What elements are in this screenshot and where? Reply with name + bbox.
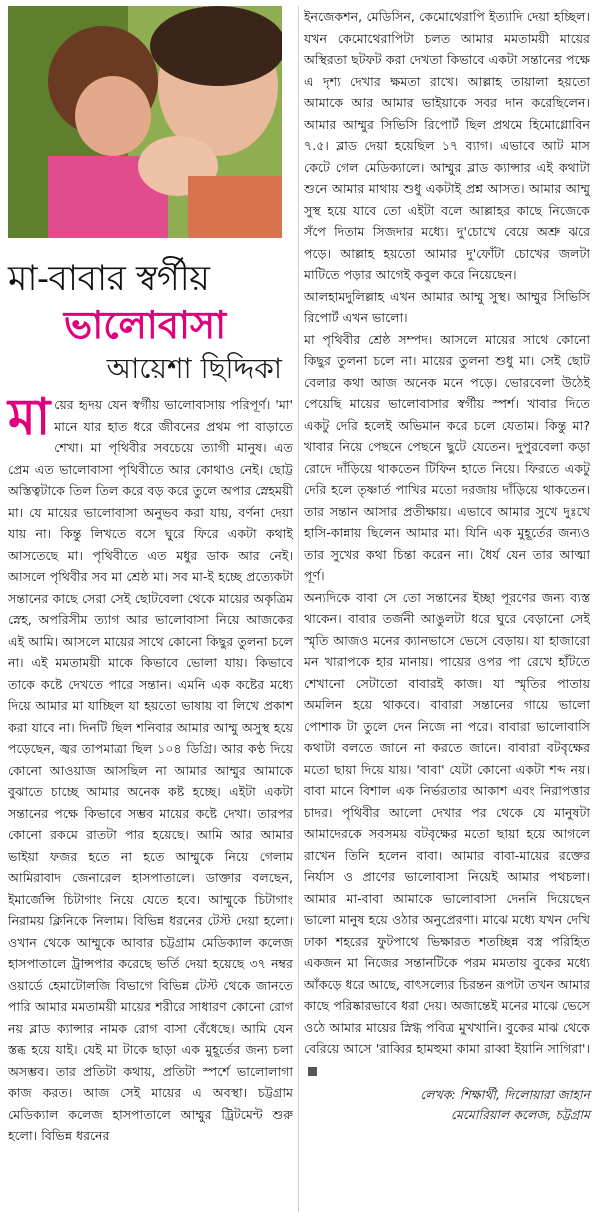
paragraph: আলহামদুলিল্লাহ এখন আমার আম্মু সুস্থ। আম্মুর সিভিসি রিপোর্ট এখন ভালো। <box>304 288 590 325</box>
paragraph: মা পৃথিবীর শ্রেষ্ঠ সম্পদ। আসলে মায়ের সাথে কোনো কিছুর তুলনা চলে না। মায়ের তুলনা শুধু মা। সেই ছোট বেলার কথা আজ অনেক মনে পড়ে। ভোরবেলা উঠেই পেয়েছি মায়ের ভালোবাসার স্বর্গীয় স্পর্শ। খাবার দিতে একটু দেরি হলেই অভিমান করে চলে যেতাম। কিন্তু মা? খাবার নিয়ে পেছনে পেছনে ছুটে যেতেন। দুপুরবেলা কড়া রোদে দাঁড়িয়ে থাকতেন টিফিন হাতে নিয়ে। ফিরতে একটু দেরি হলে তৃষ্ণার্ত পাখির মতো দরজায় দাঁড়িয়ে থাকতেন। তার সন্তান আসার প্রতীক্ষায়। এভাবে আমার সুখে দুঃখে হাসি-কান্নায় ছিলেন আমার মা। যিনি এক মুহূর্তের জন্যও তার সুখের কথা চিন্তা করেন না। ধৈর্য যেন তার আত্মা পূর্ণ। <box>304 331 590 583</box>
paragraph <box>304 587 590 1082</box>
paragraph: য়ের হৃদয় যেন স্বর্গীয় ভালোবাসায় পরিপূর্ণ। 'মা' মানে যার হাত ধরে জীবনের প্রথম পা বাড়াতে শেখা। মা পৃথিবীর সবচেয়ে ত্যাগী মানুষ। এত প্রেম এত ভালোবাসা পৃথিবীতে আর কোথাও নেই। ছোট্ট অস্তিত্বটাকে তিল তিল করে বড় করে তুলে অপার স্নেহময়ী মা। যে মায়ের ভালোবাসা অনুভব করা যায়, বর্ণনা দেয়া যায় না। কিন্তু লিখতে বসে ঘুরে ফিরে একটা কথাই আসতেছে মা। পৃথিবীতে এত মধুর ডাক আর নেই। আসলে পৃথিবীর সব মা শ্রেষ্ঠ মা। সব মা-ই হচ্ছে প্রত্যেকটা সন্তানের কাছে সেরা সেই ছোটবেলা থেকে মায়ের অকৃত্রিম স্নেহ, অপরিসীম ত্যাগ আর ভালোবাসা নিয়ে আজকের এই আমি। আসলে মায়ের সাথে কোনো কিছুর তুলনা চলে না। এই মমতাময়ী মাকে কিভাবে ভোলা যায়। কিভাবে তাকে কষ্টে দেখতে পারে সন্তান। এমনি এক কষ্টের মধ্যে দিয়ে আমার মা যাচ্ছিল যা হয়তো ভাষায় বা লিখে প্রকাশ করা যাবে না। দিনটি ছিল শনিবার আমার আম্মু অসুস্থ হয়ে পড়েছেন, জ্বর তাপমাত্রা ছিল ১০৪ ডিগ্রি। আর কণ্ঠ দিয়ে কোনো আওয়াজ আসছিল না আমার আম্মুর আমাকে বুঝাতে চাচ্ছে আমার অনেক কষ্ট হচ্ছে। এইটা একটা সন্তানের পক্ষে কিভাবে সম্ভব মায়ের কষ্টে দেখা। তারপর কোনো রকমে রাতটা পার হয়েছে। আমি আর আমার ভাইয়া ফজর হতে না হতে আম্মুকে নিয়ে গেলাম আমিরাবাদ জেনারেল হাসপাতালে। ডাক্তার বলছেন, ইমার্জেন্সি চিটাগাং নিয়ে যেতে হবে। আম্মুকে চিটাগাং নিরাময় ক্লিনিকে নিলাম। বিভিন্ন ধরনের টেস্ট দেয়া হলো। ওখান থেকে আম্মুকে আবার চট্টগ্রাম মেডিক্যাল কলেজ হাসপাতালে ট্রান্সপার করেছে ভর্তি দেয়া হয়েছে ৩৭ নম্বর ওয়ার্ডে হেমাটোলজি বিভাগে বিভিন্ন টেস্ট থেকে জানতে পারি আমার মমতাময়ী মায়ের শরীরে সাধারণ কোনো রোগ নয় ব্লাড ক্যান্সার নামক রোগ বাসা বেঁধেছে। আমি যেন স্তব্ধ হয়ে যাই। যেই মা টাকে ছাড়া এক মুহূর্তের জন্য চলা অসম্ভব। তার প্রতিটা কথায়, প্রতিটা স্পর্শে ভালোলাগা কাজ করত। আজ সেই মায়ের এ অবস্থা। চট্টগ্রাম মেডিক্যাল কলেজ হাসপাতালে আম্মুর ট্রিটমেন্ট শুরু হলো। বিভিন্ন ধরনের <box>8 397 293 1143</box>
left-body <box>8 387 293 1147</box>
author-credit <box>304 1085 590 1125</box>
headline: মা-বাবার স্বর্গীয় <box>8 259 210 299</box>
author-name: আয়েশা ছিদ্দিকা <box>106 352 282 385</box>
subheadline: ভালোবাসা <box>63 302 227 347</box>
dropcap: মা <box>8 387 51 446</box>
photo-illustration <box>8 6 282 238</box>
credit-line-1: লেখক: শিক্ষার্থী, দিলোয়ারা জাহান <box>420 1087 590 1102</box>
credit-line-2: মেমোরিয়াল কলেজ, চট্টগ্রাম <box>450 1107 590 1122</box>
mother-and-child-photo <box>8 6 282 238</box>
right-column <box>304 6 590 1125</box>
column-divider <box>298 6 299 1212</box>
right-body <box>304 6 590 1081</box>
left-column <box>8 6 293 1147</box>
paragraph-text: অন্যদিকে বাবা সে তো সন্তানের ইচ্ছা পূরণের জন্য ব্যস্ত থাকেন। বাবার তর্জনী আঙুলটা ধরে ঘুরে বেড়ানো সেই স্মৃতি আজও মনের ক্যানভাসে ভেসে বেড়ায়। যা হাজারো মন খারাপকে হার মানায়। পায়ের ওপর পা রেখে হাঁটতে শেখানো সেটাতো বাবারই কাজ। যা স্মৃতির পাতায় অমলিন হয়ে থাকবে। বাবারা সন্তানের গায়ে ভালো পোশাক টা তুলে দেন নিজে না পরে। বাবারা ভালোবাসি কথাটা বলতে জানে না করতে জানে। বাবারা বটবৃক্ষের মতো ছায়া দিয়ে যায়। 'বাবা' যেটা কোনো একটা শব্দ নয়। বাবা মানে বিশাল এক নির্ভরতার আকাশ এবং নিরাপত্তার চাদর। পৃথিবীর আলো দেখার পর থেকে যে মানুষটা আমাদেরকে সবসময় বটবৃক্ষের মতো ছায়া হয়ে আগলে রাখেন তিনি হলেন বাবা। আমার বাবা-মায়ের রক্তের নির্যাস ও প্রাণের ভালোবাসা নিয়েই আমার পথচলা। আমার মা-বাবা আমাকে ভালোবাসা দেননি দিয়েছেন ভালো মানুষ হয়ে ওঠার অনুপ্রেরণা। মাঝে মধ্যে যখন দেখি ঢাকা শহরের ফুটপাথে ভিক্ষারত শতচ্ছিন্ন বস্ত্র পরিহিত একজন মা নিজের সন্তানটিকে পরম মমতায় বুকের মধ্যে আঁকড়ে ধরে আছে, বাৎসল্যের চিরন্তন রূপটা তখন আমার কাছে পরিষ্কারভাবে ধরা দেয়। অজান্তেই মনের মাঝে ভেসে ওঠে আমার মায়ের স্নিগ্ধ পবিত্র মুখখানি। বুকের মাঝ থেকে বেরিয়ে আসে 'রাব্বির হামহুমা কামা রাব্বা ইয়ানি সাগিরা'। <box>304 589 590 1056</box>
end-mark-icon <box>308 1067 317 1076</box>
paragraph: ইনজেকশন, মেডিসিন, কেমোথেরাপি ইত্যাদি দেয়া হচ্ছিল। যখন কেমোথেরাপিটা চলত আমার মমতাময়ী মায়ের অস্থিরতা ছটফট করা দেখতা কিভাবে একটা সন্তানের পক্ষে এ দৃশ্য দেখার ক্ষমতা রাখে। আল্লাহ তায়ালা হয়তো আমাকে আর আমার ভাইয়াকে সবর দান করেছিলেন। আমার আম্মুর সিভিসি রিপোর্ট ছিল প্রথমে হিমোগ্লোবিন ৭.৫। ব্লাড দেয়া হয়েছিল ১৭ ব্যাগ। এভাবে আট মাস কেটে গেল মেডিক্যালে। আম্মুর ব্লাড ক্যান্সার এই কথাটা শুনে আমার মাথায় শুধু একটাই প্রশ্ন আসত। আমার আম্মু সুস্থ হয়ে যাবে তো এইটা বলে আল্লাহর কাছে নিজেকে সঁপে দিতাম সিজদার মধ্যে। দু'চোখে বেয়ে অশ্রু ঝরে পড়ে। আল্লাহ হয়তো আমার দু'ফোঁটা চোখের জলটা মাটিতে পড়ার আগেই কবুল করে নিয়েছেন। <box>304 9 590 282</box>
